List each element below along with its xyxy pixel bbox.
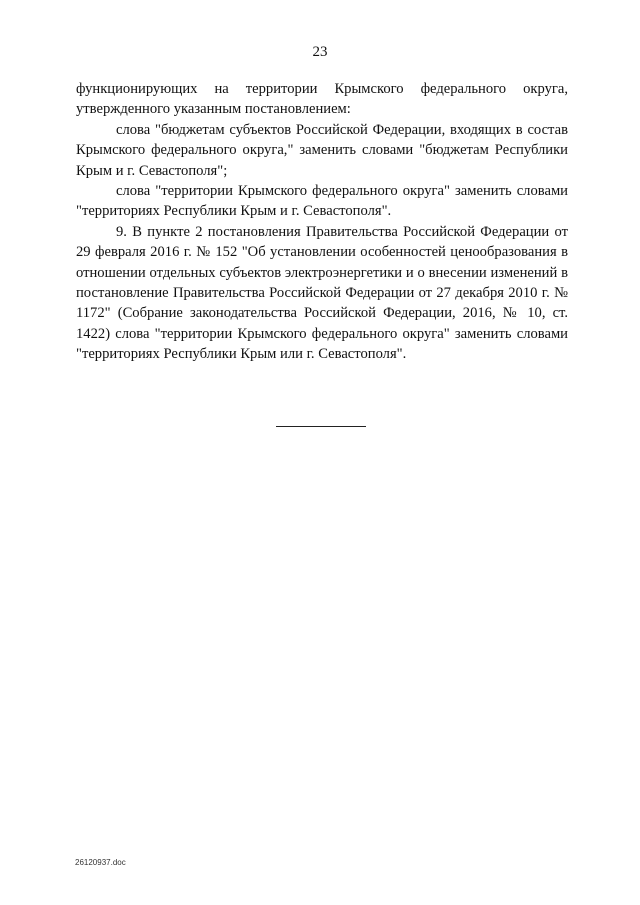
paragraph-item-9: 9. В пункте 2 постановления Правительства Российской Федерации от 29 февраля 2016 г. № 152 "Об установлении особенностей ценообразования в отношении отдельных субъектов электроэнергетики и о внесении изменений в постановление Правительства Российской Федерации от 27 декабря 2010 г. № 1172" (Собрание законодательства Российской Федерации, 2016, № 10, ст. 1422) слова "территории Крымского федерального округа" заменить словами "территориях Республики Крым или г. Севастополя".: [76, 223, 568, 363]
paragraph-continuation: функционирующих на территории Крымского федерального округа, утвержденного указанным постановлением:: [76, 81, 568, 118]
document-file-id: 26120937.doc: [75, 858, 126, 867]
end-of-text-rule: [276, 426, 366, 427]
page-number: 23: [312, 44, 328, 60]
paragraph-budget-replacement: слова "бюджетам субъектов Российской Федерации, входящих в состав Крымского федерального округа," заменить словами "бюджетам Республики Крым и г. Севастополя";: [76, 121, 568, 179]
paragraph-territory-replacement: слова "территории Крымского федерального округа" заменить словами "территориях Республики Крым и г. Севастополя".: [76, 183, 568, 220]
document-body: [76, 79, 568, 365]
